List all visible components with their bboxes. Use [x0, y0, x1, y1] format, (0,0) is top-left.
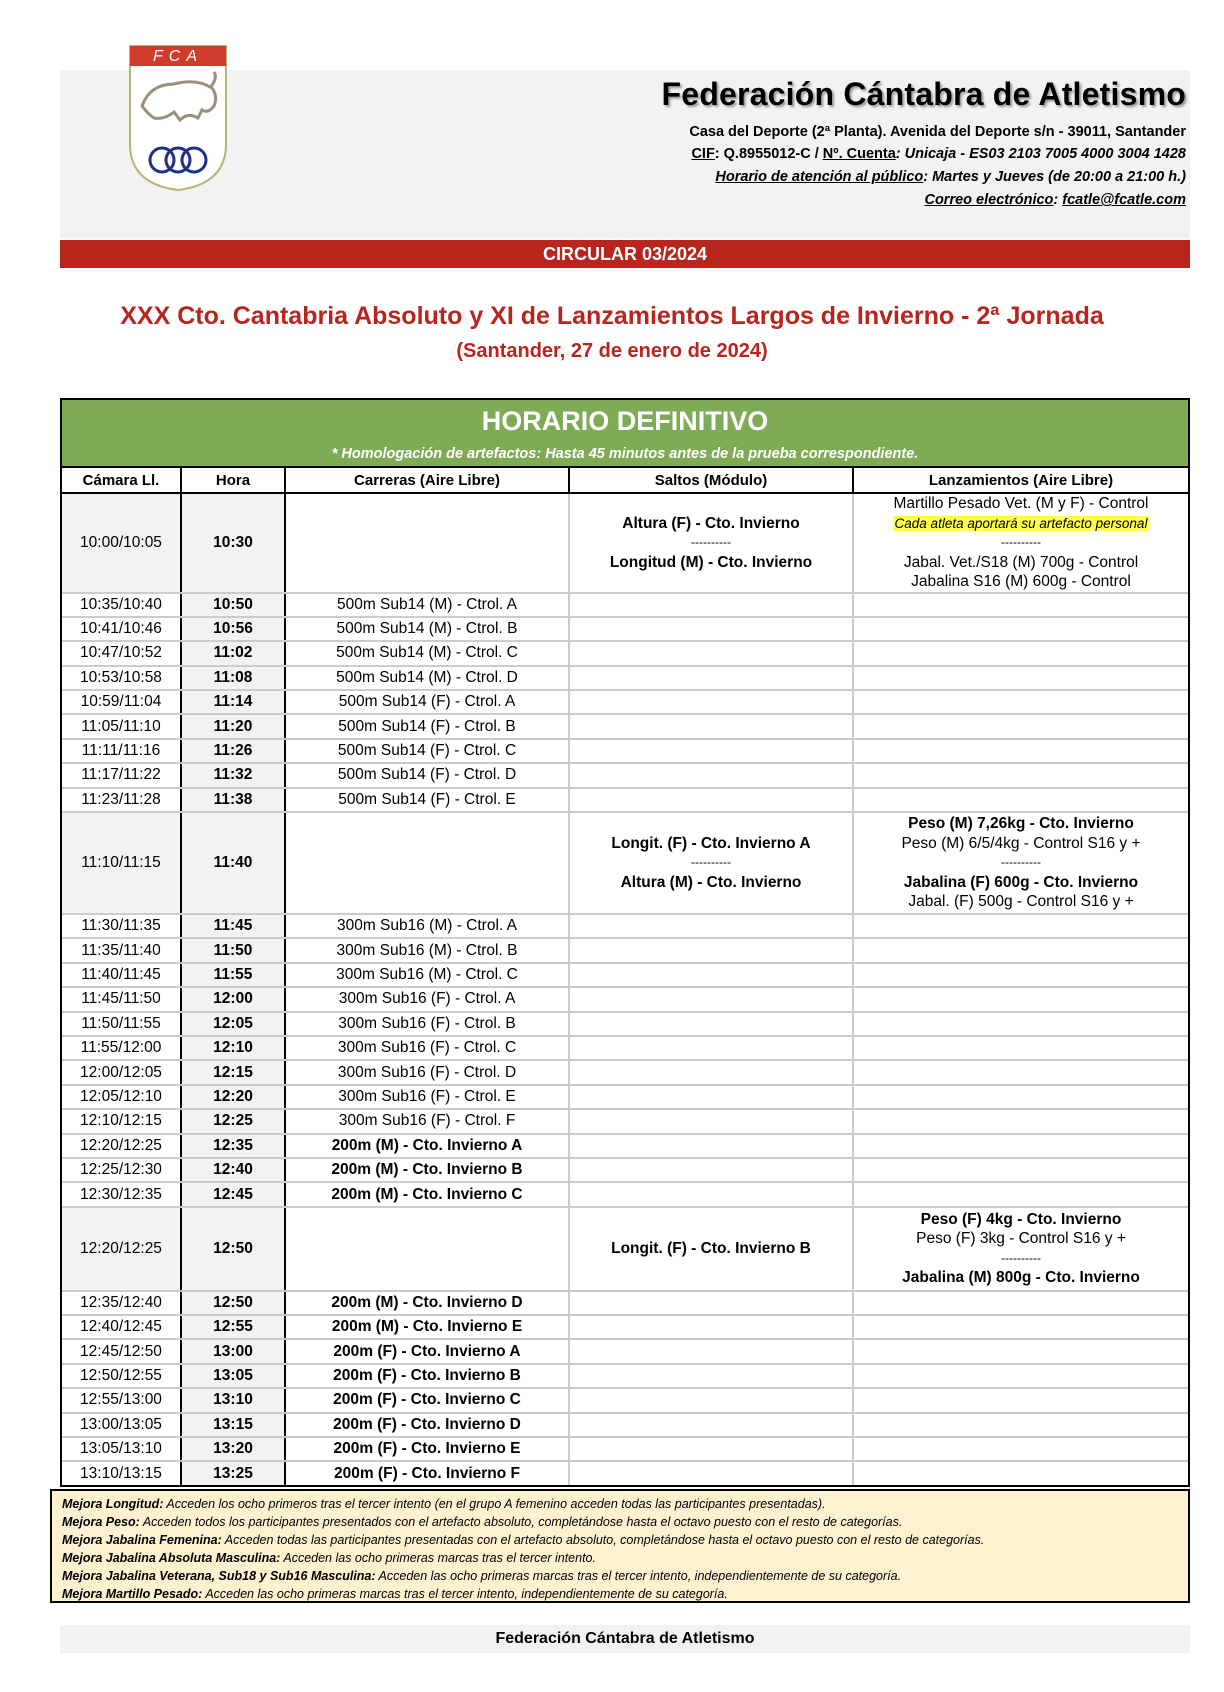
carrera-cell: 500m Sub14 (F) - Ctrol. B	[285, 714, 569, 738]
org-address: Casa del Deporte (2ª Planta). Avenida del Deporte s/n - 39011, Santander	[689, 124, 1186, 140]
saltos-cell	[569, 1461, 853, 1484]
table-row	[62, 1036, 1188, 1060]
lanzamientos-cell	[853, 1109, 1188, 1133]
note-text: Acceden los ocho primeros tras el tercer intento (en el grupo A femenino acceden todas las participantes presentadas).	[163, 1497, 826, 1511]
org-hours	[715, 169, 1186, 185]
table-row	[62, 1388, 1188, 1412]
carrera-cell: 500m Sub14 (M) - Ctrol. D	[285, 666, 569, 690]
saltos-cell	[569, 1182, 853, 1206]
lanz-line: Peso (M) 6/5/4kg - Control S16 y +	[901, 834, 1141, 852]
table-row	[62, 963, 1188, 987]
event-title: XXX Cto. Cantabria Absoluto y XI de Lanzamientos Largos de Invierno - 2ª Jornada	[120, 302, 1104, 330]
hora-cell: 11:38	[181, 788, 285, 812]
col-lanzamientos: Lanzamientos (Aire Libre)	[853, 468, 1188, 493]
hora-cell: 12:20	[181, 1085, 285, 1109]
lanzamientos-cell	[853, 1158, 1188, 1182]
hora-cell: 13:00	[181, 1339, 285, 1363]
carrera-cell: 200m (F) - Cto. Invierno A	[285, 1339, 569, 1363]
camara-cell: 11:05/11:10	[62, 714, 181, 738]
table-row	[62, 1085, 1188, 1109]
lanzamientos-cell	[853, 1339, 1188, 1363]
carrera-cell: 300m Sub16 (F) - Ctrol. E	[285, 1085, 569, 1109]
hora-cell: 11:08	[181, 666, 285, 690]
carrera-cell	[285, 493, 569, 593]
saltos-cell	[569, 914, 853, 938]
saltos-cell	[569, 1207, 853, 1291]
table-row	[62, 1437, 1188, 1461]
lanz-line: Jabal. (F) 500g - Control S16 y +	[908, 893, 1134, 911]
schedule-table	[60, 398, 1190, 1487]
carrera-cell: 300m Sub16 (M) - Ctrol. C	[285, 963, 569, 987]
note-label: Mejora Longitud:	[62, 1497, 164, 1511]
email-link[interactable]: fcatle@fcatle.com	[1062, 192, 1186, 208]
saltos-cell	[569, 1364, 853, 1388]
hora-cell: 11:26	[181, 739, 285, 763]
saltos-cell	[569, 987, 853, 1011]
lanz-line: Jabalina (F) 600g - Cto. Invierno	[903, 873, 1139, 891]
column-headers	[62, 468, 1188, 493]
lanzamientos-cell	[853, 1134, 1188, 1158]
camara-cell: 12:25/12:30	[62, 1158, 181, 1182]
schedule-note: * Homologación de artefactos: Hasta 45 minutos antes de la prueba correspondiente.	[331, 446, 919, 462]
saltos-cell	[569, 1315, 853, 1339]
lanzamientos-cell	[853, 1388, 1188, 1412]
camara-cell: 13:10/13:15	[62, 1461, 181, 1484]
camara-cell: 12:05/12:10	[62, 1085, 181, 1109]
hora-cell: 12:40	[181, 1158, 285, 1182]
camara-cell: 12:50/12:55	[62, 1364, 181, 1388]
saltos-cell	[569, 1036, 853, 1060]
carrera-cell: 500m Sub14 (M) - Ctrol. C	[285, 641, 569, 665]
camara-cell: 12:55/13:00	[62, 1388, 181, 1412]
email-separator: :	[1053, 192, 1063, 208]
table-row	[62, 1315, 1188, 1339]
lanzamientos-cell	[853, 914, 1188, 938]
saltos-cell	[569, 493, 853, 593]
col-carreras: Carreras (Aire Libre)	[285, 468, 569, 493]
note-label: Mejora Peso:	[62, 1515, 140, 1529]
carrera-cell: 300m Sub16 (F) - Ctrol. F	[285, 1109, 569, 1133]
carrera-cell: 500m Sub14 (F) - Ctrol. E	[285, 788, 569, 812]
hora-cell: 12:50	[181, 1291, 285, 1315]
hora-cell: 12:35	[181, 1134, 285, 1158]
saltos-cell	[569, 963, 853, 987]
saltos-line: ----------	[691, 855, 731, 870]
lanzamientos-cell	[853, 963, 1188, 987]
note-text: Acceden las ocho primeras marcas tras el tercer intento, independientemente de su categoría.	[375, 1569, 902, 1583]
lanzamientos-cell	[853, 1437, 1188, 1461]
lanzamientos-cell	[853, 666, 1188, 690]
lanzamientos-cell	[853, 714, 1188, 738]
saltos-line: Longit. (F) - Cto. Invierno B	[611, 1239, 811, 1257]
note-line	[62, 1567, 1178, 1585]
org-cif-account	[691, 146, 1186, 162]
table-row	[62, 617, 1188, 641]
col-hora: Hora	[181, 468, 285, 493]
carrera-cell: 500m Sub14 (M) - Ctrol. B	[285, 617, 569, 641]
carrera-cell: 300m Sub16 (M) - Ctrol. B	[285, 938, 569, 962]
hora-cell: 12:15	[181, 1060, 285, 1084]
table-row	[62, 1364, 1188, 1388]
camara-cell: 12:20/12:25	[62, 1207, 181, 1291]
camara-cell: 11:35/11:40	[62, 938, 181, 962]
note-label: Mejora Jabalina Femenina:	[62, 1533, 222, 1547]
hora-cell: 10:56	[181, 617, 285, 641]
camara-cell: 12:40/12:45	[62, 1315, 181, 1339]
carrera-cell: 200m (M) - Cto. Invierno B	[285, 1158, 569, 1182]
camara-cell: 12:30/12:35	[62, 1182, 181, 1206]
hora-cell: 12:45	[181, 1182, 285, 1206]
camara-cell: 12:45/12:50	[62, 1339, 181, 1363]
hora-cell: 12:50	[181, 1207, 285, 1291]
camara-cell: 11:23/11:28	[62, 788, 181, 812]
col-saltos: Saltos (Módulo)	[569, 468, 853, 493]
lanzamientos-cell	[853, 1060, 1188, 1084]
camara-cell: 11:50/11:55	[62, 1012, 181, 1036]
saltos-line: Longitud (M) - Cto. Invierno	[609, 553, 813, 571]
saltos-cell	[569, 812, 853, 914]
table-row	[62, 1060, 1188, 1084]
saltos-cell	[569, 1134, 853, 1158]
camara-cell: 11:45/11:50	[62, 987, 181, 1011]
camara-cell: 11:30/11:35	[62, 914, 181, 938]
lanz-line: Martillo Pesado Vet. (M y F) - Control	[893, 495, 1149, 512]
saltos-cell	[569, 641, 853, 665]
notes-box	[50, 1489, 1190, 1603]
table-row	[62, 666, 1188, 690]
carrera-cell: 500m Sub14 (F) - Ctrol. C	[285, 739, 569, 763]
camara-cell: 12:20/12:25	[62, 1134, 181, 1158]
lanzamientos-cell	[853, 1413, 1188, 1437]
saltos-cell	[569, 1291, 853, 1315]
carrera-cell: 300m Sub16 (F) - Ctrol. C	[285, 1036, 569, 1060]
lanzamientos-cell	[853, 1036, 1188, 1060]
note-label: Mejora Martillo Pesado:	[62, 1587, 203, 1601]
saltos-cell	[569, 1388, 853, 1412]
hora-cell: 11:14	[181, 690, 285, 714]
note-text: Acceden todos los participantes presentados con el artefacto absoluto, completándose hasta el octavo puesto con el resto de categorías.	[139, 1515, 903, 1529]
saltos-cell	[569, 788, 853, 812]
saltos-line: Altura (F) - Cto. Invierno	[622, 514, 800, 532]
lanz-line: ----------	[1001, 1250, 1041, 1265]
table-row	[62, 1158, 1188, 1182]
camara-cell: 13:00/13:05	[62, 1413, 181, 1437]
table-row	[62, 938, 1188, 962]
camara-cell: 11:40/11:45	[62, 963, 181, 987]
table-row	[62, 1134, 1188, 1158]
saltos-cell	[569, 938, 853, 962]
schedule-grid	[62, 468, 1188, 1485]
saltos-cell	[569, 593, 853, 617]
saltos-cell	[569, 1413, 853, 1437]
hours-label: Horario de atención al público	[715, 169, 924, 185]
saltos-line: Longit. (F) - Cto. Invierno A	[611, 834, 811, 852]
saltos-cell	[569, 739, 853, 763]
camara-cell: 11:11/11:16	[62, 739, 181, 763]
saltos-cell	[569, 1158, 853, 1182]
carrera-cell: 500m Sub14 (F) - Ctrol. A	[285, 690, 569, 714]
carrera-cell: 300m Sub16 (F) - Ctrol. B	[285, 1012, 569, 1036]
hora-cell: 13:20	[181, 1437, 285, 1461]
camara-cell: 12:35/12:40	[62, 1291, 181, 1315]
saltos-cell	[569, 617, 853, 641]
camara-cell: 10:59/11:04	[62, 690, 181, 714]
hora-cell: 10:30	[181, 493, 285, 593]
schedule-header	[62, 400, 1188, 468]
carrera-cell: 200m (F) - Cto. Invierno F	[285, 1461, 569, 1484]
cif-value: : Q.8955012-C /	[714, 146, 823, 162]
camara-cell: 11:17/11:22	[62, 763, 181, 787]
hora-cell: 13:15	[181, 1413, 285, 1437]
hora-cell: 12:25	[181, 1109, 285, 1133]
lanzamientos-cell	[853, 1315, 1188, 1339]
carrera-cell	[285, 1207, 569, 1291]
fca-logo-icon	[128, 44, 228, 192]
lanzamientos-cell	[853, 788, 1188, 812]
lanzamientos-cell	[853, 938, 1188, 962]
note-text: Acceden las ocho primeras marcas tras el tercer intento.	[280, 1551, 596, 1565]
carrera-cell: 200m (F) - Cto. Invierno C	[285, 1388, 569, 1412]
saltos-cell	[569, 1060, 853, 1084]
lanzamientos-cell	[853, 987, 1188, 1011]
note-line	[62, 1495, 1178, 1513]
note-label: Mejora Jabalina Veterana, Sub18 y Sub16 Masculina:	[62, 1569, 376, 1583]
table-row	[62, 1291, 1188, 1315]
lanzamientos-cell	[853, 1291, 1188, 1315]
table-row	[62, 1339, 1188, 1363]
hora-cell: 11:20	[181, 714, 285, 738]
saltos-cell	[569, 763, 853, 787]
carrera-cell: 200m (M) - Cto. Invierno A	[285, 1134, 569, 1158]
table-row	[62, 593, 1188, 617]
lanzamientos-cell	[853, 763, 1188, 787]
carrera-cell	[285, 812, 569, 914]
lanzamientos-cell	[853, 1012, 1188, 1036]
camara-cell: 11:10/11:15	[62, 812, 181, 914]
lanzamientos-cell	[853, 690, 1188, 714]
saltos-cell	[569, 714, 853, 738]
lanzamientos-cell	[853, 1461, 1188, 1484]
hora-cell: 10:50	[181, 593, 285, 617]
saltos-cell	[569, 1339, 853, 1363]
camara-cell: 10:47/10:52	[62, 641, 181, 665]
note-text: Acceden todas las participantes presentadas con el artefacto absoluto, completándose hasta el octavo puesto con el resto de categorías.	[221, 1533, 985, 1547]
table-row	[62, 987, 1188, 1011]
lanzamientos-cell	[853, 1182, 1188, 1206]
carrera-cell: 300m Sub16 (F) - Ctrol. D	[285, 1060, 569, 1084]
lanz-line: Jabal. Vet./S18 (M) 700g - Control	[903, 553, 1139, 571]
lanz-line	[854, 514, 1188, 534]
table-row	[62, 1109, 1188, 1133]
note-text: Acceden las ocho primeras marcas tras el tercer intento, independientemente de su categoría.	[202, 1587, 728, 1601]
svg-text:FCA: FCA	[153, 48, 203, 65]
circular-number: CIRCULAR 03/2024	[60, 240, 1190, 268]
hora-cell: 12:00	[181, 987, 285, 1011]
table-row	[62, 714, 1188, 738]
table-row	[62, 739, 1188, 763]
lanz-line: Peso (M) 7,26kg - Cto. Invierno	[908, 815, 1134, 833]
lanz-line: Peso (F) 4kg - Cto. Invierno	[920, 1210, 1122, 1228]
lanzamientos-cell	[853, 641, 1188, 665]
hora-cell: 11:55	[181, 963, 285, 987]
table-row	[62, 641, 1188, 665]
carrera-cell: 300m Sub16 (F) - Ctrol. A	[285, 987, 569, 1011]
org-title: Federación Cántabra de Atletismo	[661, 76, 1186, 112]
table-row-block	[62, 1207, 1188, 1291]
hora-cell: 12:10	[181, 1036, 285, 1060]
camara-cell: 10:53/10:58	[62, 666, 181, 690]
saltos-cell	[569, 1437, 853, 1461]
carrera-cell: 200m (M) - Cto. Invierno D	[285, 1291, 569, 1315]
camara-cell: 10:00/10:05	[62, 493, 181, 593]
lanzamientos-cell	[853, 617, 1188, 641]
carrera-cell: 200m (F) - Cto. Invierno D	[285, 1413, 569, 1437]
cif-label: CIF	[691, 146, 715, 162]
email-label: Correo electrónico	[924, 192, 1054, 208]
table-row	[62, 690, 1188, 714]
lanzamientos-cell	[853, 493, 1188, 593]
lanzamientos-cell	[853, 593, 1188, 617]
account-value: : Unicaja - ES03 2103 7005 4000 3004 1428	[895, 146, 1186, 162]
camara-cell: 12:10/12:15	[62, 1109, 181, 1133]
camara-cell: 12:00/12:05	[62, 1060, 181, 1084]
col-camara: Cámara Ll.	[62, 468, 181, 493]
hora-cell: 13:10	[181, 1388, 285, 1412]
carrera-cell: 500m Sub14 (F) - Ctrol. D	[285, 763, 569, 787]
lanz-line: Jabalina S16 (M) 600g - Control	[911, 573, 1131, 590]
carrera-cell: 200m (M) - Cto. Invierno E	[285, 1315, 569, 1339]
carrera-cell: 300m Sub16 (M) - Ctrol. A	[285, 914, 569, 938]
saltos-cell	[569, 690, 853, 714]
note-line	[62, 1513, 1178, 1531]
table-row	[62, 1182, 1188, 1206]
hora-cell: 11:32	[181, 763, 285, 787]
hora-cell: 12:05	[181, 1012, 285, 1036]
table-row	[62, 1413, 1188, 1437]
note-line	[62, 1531, 1178, 1549]
org-email	[924, 192, 1186, 208]
saltos-cell	[569, 666, 853, 690]
note-line	[62, 1549, 1178, 1567]
lanzamientos-cell	[853, 739, 1188, 763]
hora-cell: 11:45	[181, 914, 285, 938]
hora-cell: 13:05	[181, 1364, 285, 1388]
carrera-cell: 200m (F) - Cto. Invierno B	[285, 1364, 569, 1388]
carrera-cell: 200m (F) - Cto. Invierno E	[285, 1437, 569, 1461]
table-row	[62, 914, 1188, 938]
lanz-line: Jabalina (M) 800g - Cto. Invierno	[902, 1269, 1140, 1287]
lanzamientos-cell	[853, 1207, 1188, 1291]
event-subtitle: (Santander, 27 de enero de 2024)	[456, 340, 768, 362]
footer: Federación Cántabra de Atletismo	[60, 1625, 1190, 1653]
hora-cell: 13:25	[181, 1461, 285, 1484]
lanzamientos-cell	[853, 812, 1188, 914]
lanzamientos-cell	[853, 1085, 1188, 1109]
carrera-cell: 500m Sub14 (M) - Ctrol. A	[285, 593, 569, 617]
table-row	[62, 788, 1188, 812]
lanzamientos-cell	[853, 1364, 1188, 1388]
lanz-line: Peso (F) 3kg - Control S16 y +	[916, 1230, 1126, 1248]
hours-value: : Martes y Jueves (de 20:00 a 21:00 h.)	[923, 169, 1186, 185]
camara-cell: 11:55/12:00	[62, 1036, 181, 1060]
schedule-body	[62, 493, 1188, 1485]
table-row	[62, 763, 1188, 787]
camara-cell: 13:05/13:10	[62, 1437, 181, 1461]
hora-cell: 12:55	[181, 1315, 285, 1339]
table-row-block	[62, 812, 1188, 914]
camara-cell: 10:41/10:46	[62, 617, 181, 641]
saltos-cell	[569, 1012, 853, 1036]
table-row	[62, 1461, 1188, 1484]
artifact-notice: Cada atleta aportará su artefacto personal	[894, 515, 1148, 531]
carrera-cell: 200m (M) - Cto. Invierno C	[285, 1182, 569, 1206]
saltos-cell	[569, 1109, 853, 1133]
lanz-line: ----------	[1001, 855, 1041, 870]
hora-cell: 11:40	[181, 812, 285, 914]
lanz-line: ----------	[1001, 535, 1041, 549]
account-label: Nº. Cuenta	[822, 146, 896, 162]
hora-cell: 11:50	[181, 938, 285, 962]
saltos-line: ----------	[691, 535, 731, 549]
note-label: Mejora Jabalina Absoluta Masculina:	[62, 1551, 281, 1565]
schedule-title: HORARIO DEFINITIVO	[481, 406, 769, 436]
camara-cell: 10:35/10:40	[62, 593, 181, 617]
table-row	[62, 1012, 1188, 1036]
saltos-line: Altura (M) - Cto. Invierno	[620, 873, 802, 891]
table-row-block	[62, 493, 1188, 593]
saltos-cell	[569, 1085, 853, 1109]
hora-cell: 11:02	[181, 641, 285, 665]
note-line	[62, 1585, 1178, 1603]
